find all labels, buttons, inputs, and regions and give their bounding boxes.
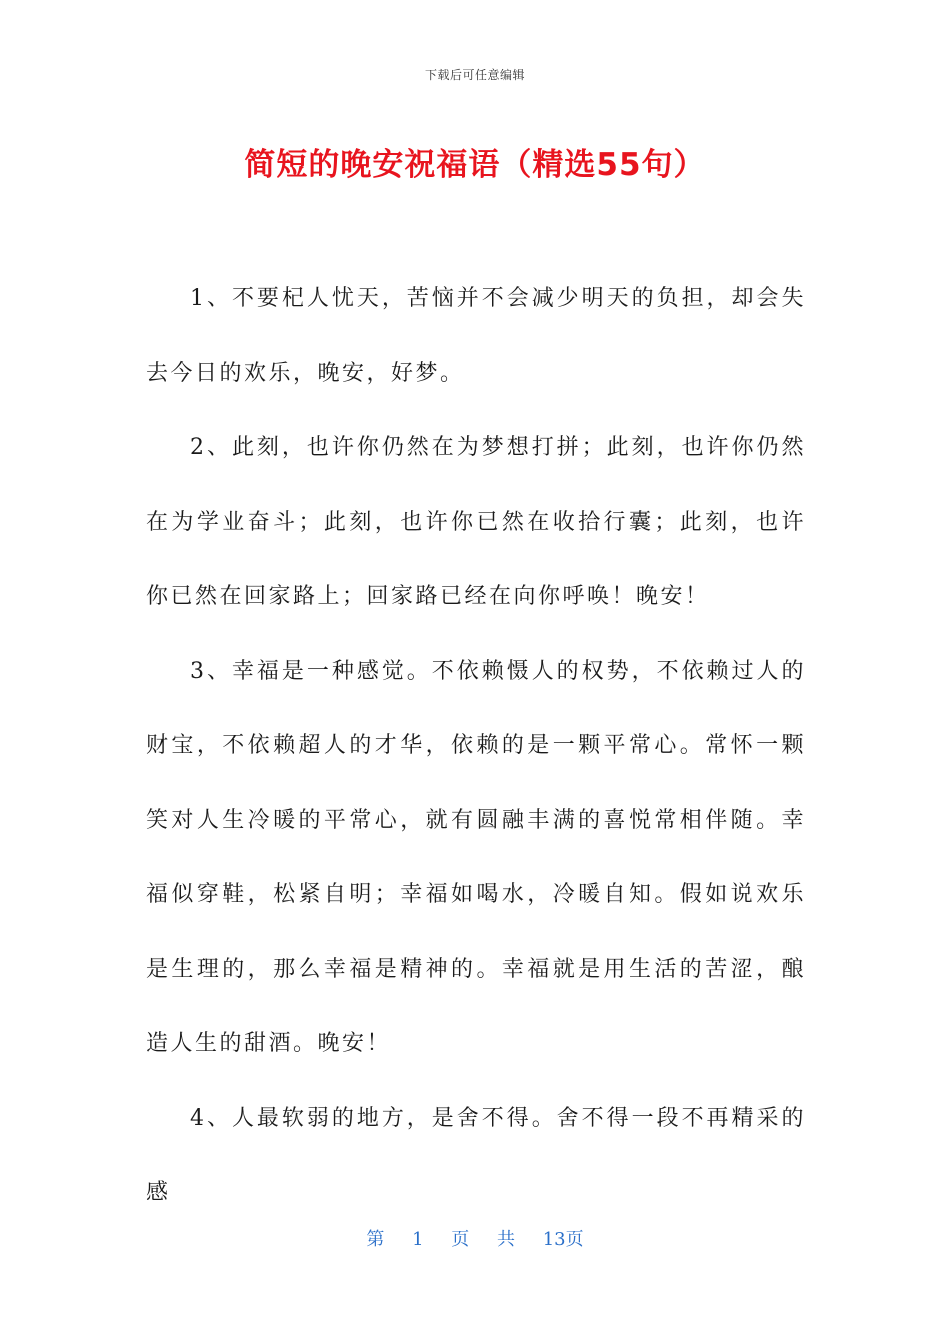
footer-current-page: 1 [412, 1229, 424, 1250]
paragraph-2: 2、此刻，也许你仍然在为梦想打拼；此刻，也许你仍然在为学业奋斗；此刻，也许你已然在收拾行囊；此刻，也许你已然在回家路上；回家路已经在向你呼唤！晚安！ [146, 435, 806, 609]
footer-total-pages: 13页 [542, 1229, 584, 1250]
header-note: 下载后可任意编辑 [424, 68, 525, 82]
paragraph-3: 3、幸福是一种感觉。不依赖慑人的权势，不依赖过人的财宝，不依赖超人的才华，依赖的是一颗平常心。常怀一颗笑对人生冷暖的平常心，就有圆融丰满的喜悦常相伴随。幸福似穿鞋，松紧自明；幸福如喝水，冷暖自知。假如说欢乐是生理的，那么幸福是精神的。幸福就是用生活的苦涩，酿造人生的甜酒。晚安！ [146, 658, 806, 1056]
page-footer [0, 1225, 950, 1251]
paragraph-1: 1、不要杞人忧天，苦恼并不会减少明天的负担，却会失去今日的欢乐，晚安，好梦。 [146, 286, 806, 386]
footer-prefix: 第 [366, 1229, 385, 1250]
footer-page-label: 页 [451, 1229, 470, 1250]
footer-total-label: 共 [497, 1229, 515, 1250]
document-title: 简短的晚安祝福语（精选55句） [244, 147, 706, 183]
document-body [146, 262, 806, 1231]
paragraph-4: 4、人最软弱的地方，是舍不得。舍不得一段不再精采的感 [146, 1105, 806, 1205]
